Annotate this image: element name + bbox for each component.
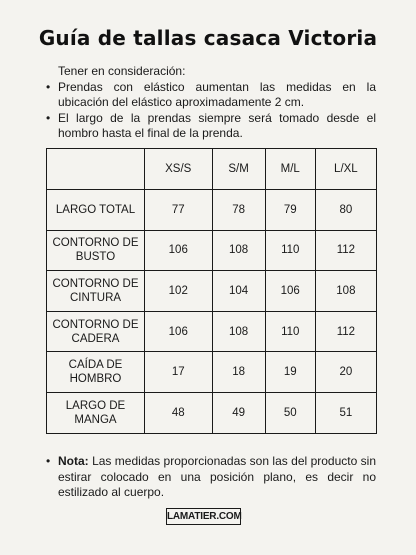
row-label: LARGO TOTAL — [47, 190, 145, 231]
consideration-item-elastic: • Prendas con elástico aumentan las medidas en la ubicación del elástico aproximadamente 2 cm. — [46, 80, 376, 111]
measurement-cell: 78 — [212, 190, 265, 231]
measurement-cell: 20 — [315, 352, 376, 393]
size-column-s-m: S/M — [212, 149, 265, 190]
measurement-cell: 106 — [265, 271, 315, 312]
measurement-cell: 108 — [212, 230, 265, 271]
measurement-cell: 51 — [315, 392, 376, 433]
page-title: Guía de tallas casaca Victoria — [38, 26, 378, 50]
measurement-cell: 106 — [145, 230, 213, 271]
size-table-header-row — [47, 149, 377, 190]
measurement-cell: 106 — [145, 311, 213, 352]
size-column-m-l: M/L — [265, 149, 315, 190]
table-row-contorno-cadera — [47, 311, 377, 352]
size-table — [46, 148, 377, 434]
row-label: LARGO DE MANGA — [47, 392, 145, 433]
measurement-cell: 112 — [315, 230, 376, 271]
measurement-cell: 49 — [212, 392, 265, 433]
table-row-largo-manga — [47, 392, 377, 433]
considerations-section — [46, 64, 376, 142]
measurement-cell: 102 — [145, 271, 213, 312]
row-label: CAÍDA DE HOMBRO — [47, 352, 145, 393]
note-label: Nota: — [58, 454, 89, 468]
measurement-cell: 79 — [265, 190, 315, 231]
brand-logo: LAMATIER.COM — [166, 508, 241, 525]
row-label: CONTORNO DE CINTURA — [47, 271, 145, 312]
row-label: CONTORNO DE BUSTO — [47, 230, 145, 271]
measurement-cell: 112 — [315, 311, 376, 352]
table-row-largo-total — [47, 190, 377, 231]
measurement-cell: 48 — [145, 392, 213, 433]
measurement-cell: 19 — [265, 352, 315, 393]
measurement-cell: 108 — [212, 311, 265, 352]
table-row-contorno-cintura — [47, 271, 377, 312]
measurement-cell: 50 — [265, 392, 315, 433]
considerations-list — [46, 80, 376, 142]
table-row-caida-hombro — [47, 352, 377, 393]
measurement-cell: 80 — [315, 190, 376, 231]
size-table-corner-cell — [47, 149, 145, 190]
measurement-cell: 17 — [145, 352, 213, 393]
considerations-heading: Tener en consideración: — [58, 64, 186, 78]
measurement-cell: 104 — [212, 271, 265, 312]
measurement-cell: 18 — [212, 352, 265, 393]
note-text: Las medidas proporcionadas son las del producto sin estirar colocado en una posición plano, es decir no estilizado al cuerpo. — [58, 454, 376, 499]
note-paragraph — [46, 454, 376, 501]
row-label: CONTORNO DE CADERA — [47, 311, 145, 352]
size-column-l-xl: L/XL — [315, 149, 376, 190]
measurement-cell: 110 — [265, 311, 315, 352]
table-row-contorno-busto — [47, 230, 377, 271]
measurement-cell: 77 — [145, 190, 213, 231]
size-column-xs-s: XS/S — [145, 149, 213, 190]
measurement-cell: 110 — [265, 230, 315, 271]
measurement-cell: 108 — [315, 271, 376, 312]
consideration-item-length: • El largo de la prendas siempre será tomado desde el hombro hasta el final de la prenda. — [46, 111, 376, 142]
